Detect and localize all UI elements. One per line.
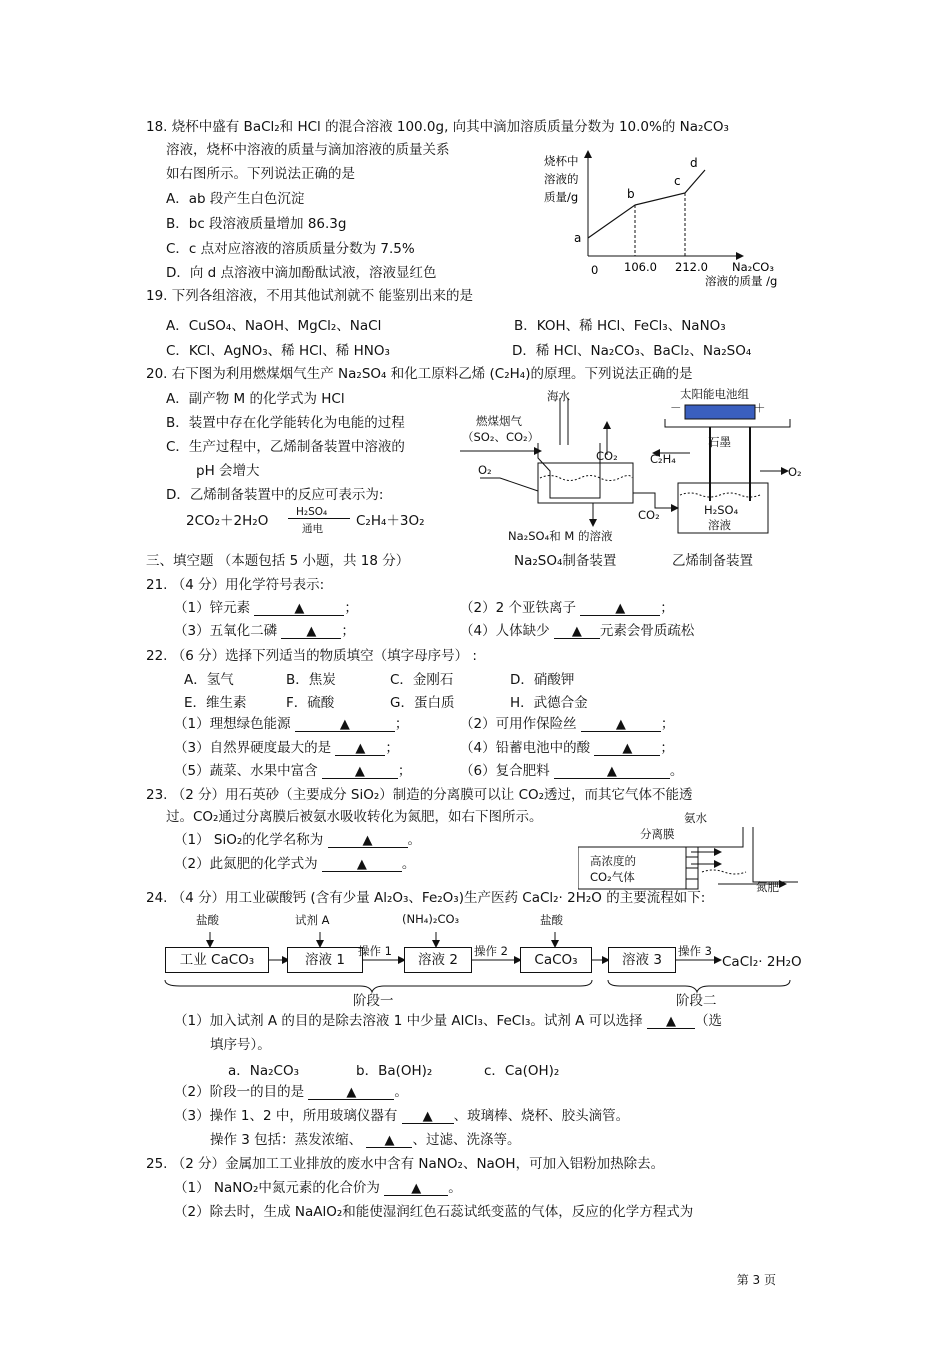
q22-item-1: （1）理想绿色能源 ▲ ； xyxy=(174,716,409,732)
ylabel-1: 烧杯中 xyxy=(544,154,579,168)
xtick-106: 106.0 xyxy=(624,260,657,274)
q20-label-left: Na₂SO₄制备装置 xyxy=(514,553,617,569)
q24-q1-line2: 填序号）。 xyxy=(210,1037,271,1053)
q20-flue-formula: （SO₂、CO₂） xyxy=(462,430,540,444)
q22-item-6: （6）复合肥料 ▲ 。 xyxy=(460,763,684,779)
q20-electrolyte-2: 溶液 xyxy=(708,518,731,532)
q25-stem: 25. （2 分）金属加工工业排放的废水中含有 NaNO₂、NaOH，可加入铝粉加热除去。 xyxy=(146,1156,665,1172)
q18-line2: 溶液，烧杯中溶液的质量与滴加溶液的质量关系 xyxy=(166,142,450,158)
q22-choice-e: E．维生素 xyxy=(184,695,247,711)
q22-choice-d: D．硝酸钾 xyxy=(510,672,575,688)
q23-gas-label-1: 高浓度的 xyxy=(590,854,636,868)
q24-q3-line1: （3）操作 1、2 中，所用玻璃仪器有 ▲ 、玻璃棒、烧杯、胶头滴管。 xyxy=(174,1108,630,1124)
q23-gas-label-2: CO₂气体 xyxy=(590,870,635,884)
q20-flue-gas: 燃煤烟气 xyxy=(476,414,522,428)
absorber-outline xyxy=(538,443,600,498)
q18-graph xyxy=(540,148,800,293)
point-b: b xyxy=(627,187,635,201)
q24-stem: 24. （4 分）用工业碳酸钙 (含有少量 Al₂O₃、Fe₂O₃)生产医药 CaCl₂· 2H₂O 的主要流程如下: xyxy=(146,890,706,906)
answer-blank[interactable]: ▲ xyxy=(308,1083,394,1100)
curve xyxy=(588,170,705,238)
q25-q2: （2）除去时，生成 NaAlO₂和能使湿润红色石蕊试纸变蓝的气体，反应的化学方程式为 xyxy=(174,1204,694,1220)
stage1-brace xyxy=(165,980,592,992)
q24-reagent-2: 试剂 A xyxy=(295,913,330,927)
q24-reagent-4: 盐酸 xyxy=(540,913,563,927)
q23-membrane-label: 分离膜 xyxy=(640,827,675,841)
q20-eq-right: C₂H₄＋3O₂ xyxy=(356,513,425,529)
q20-plus: ＋ xyxy=(754,401,766,415)
q20-c2h4: C₂H₄ xyxy=(650,452,676,466)
q24-q3-line2: 操作 3 包括：蒸发浓缩、 ▲ 、过滤、洗涤等。 xyxy=(210,1132,521,1148)
page-number: 第 3 页 xyxy=(736,1273,776,1287)
answer-blank[interactable]: ▲ xyxy=(322,855,402,872)
section-3-title: 三、填空题 （本题包括 5 小题，共 18 分） xyxy=(146,553,410,569)
q24-option-b: b．Ba(OH)₂ xyxy=(356,1063,433,1079)
answer-blank[interactable]: ▲ xyxy=(594,739,660,756)
q23-line1: 23. （2 分）用石英砂（主要成分 SiO₂）制造的分离膜可以让 CO₂透过，而其它气体不能透 xyxy=(146,787,693,803)
answer-blank[interactable]: ▲ xyxy=(554,622,600,639)
solar-panel xyxy=(685,405,755,419)
q22-choice-c: C．金刚石 xyxy=(390,672,454,688)
answer-blank[interactable]: ▲ xyxy=(580,599,660,616)
q18-option-c: C．c 点对应溶液的溶质质量分数为 7.5% xyxy=(166,241,415,257)
q24-stage1: 阶段一 xyxy=(353,993,394,1009)
q23-item-1: （1） SiO₂的化学名称为 ▲ 。 xyxy=(174,832,422,848)
q24-option-c: c．Ca(OH)₂ xyxy=(484,1063,560,1079)
answer-blank[interactable]: ▲ xyxy=(647,1012,695,1029)
q22-choice-h: H．武德合金 xyxy=(510,695,588,711)
q24-box-industrial-caco3: 工业 CaCO₃ xyxy=(165,947,269,973)
o2-pipe xyxy=(480,478,538,491)
q19-option-b: B．KOH、稀 HCl、FeCl₃、NaNO₃ xyxy=(514,318,726,334)
q18-line1: 18. 烧杯中盛有 BaCl₂和 HCl 的混合溶液 100.0g, 向其中滴加溶质质量分数为 10.0%的 Na₂CO₃ xyxy=(146,119,729,135)
q24-box-solution1: 溶液 1 xyxy=(287,947,363,973)
q24-q2: （2）阶段一的目的是 ▲ 。 xyxy=(174,1084,408,1100)
q24-box-solution2: 溶液 2 xyxy=(404,947,472,973)
q22-choice-a: A．氢气 xyxy=(184,672,234,688)
q18-option-a: A．ab 段产生白色沉淀 xyxy=(166,191,305,207)
xlabel-1: Na₂CO₃ xyxy=(732,260,774,274)
q18-line3: 如右图所示。下列说法正确的是 xyxy=(166,166,355,182)
q20-option-d: D．乙烯制备装置中的反应可表示为: xyxy=(166,487,384,503)
q24-reagent-1: 盐酸 xyxy=(196,913,219,927)
q24-op-2: 操作 2 xyxy=(474,944,508,958)
ylabel-3: 质量/g xyxy=(544,190,579,204)
q19-stem: 19. 下列各组溶液，不用其他试剂就不 能鉴别出来的是 xyxy=(146,288,474,304)
q20-apparatus xyxy=(460,383,820,548)
q24-q1-line1: （1）加入试剂 A 的目的是除去溶液 1 中少量 AlCl₃、FeCl₃。试剂 A 可以选择 ▲ （选 xyxy=(174,1013,722,1029)
answer-blank[interactable]: ▲ xyxy=(581,715,661,732)
q20-o2-out: O₂ xyxy=(788,465,802,479)
q19-option-c: C．KCl、AgNO₃、稀 HCl、稀 HNO₃ xyxy=(166,343,390,359)
q25-q1: （1） NaNO₂中氮元素的化合价为 ▲ 。 xyxy=(174,1180,462,1196)
q20-co2-transfer: CO₂ xyxy=(638,508,660,522)
q19-option-a: A．CuSO₄、NaOH、MgCl₂、NaCl xyxy=(166,318,382,334)
answer-blank[interactable]: ▲ xyxy=(322,762,398,779)
co2-transfer xyxy=(633,493,675,508)
q20-graphite: 石墨 xyxy=(708,435,731,449)
q22-stem: 22. （6 分）选择下列适当的物质填空（填字母序号） : xyxy=(146,648,477,664)
q20-label-right: 乙烯制备装置 xyxy=(672,553,753,569)
q21-item-4: （4）人体缺少 ▲ 元素会骨质疏松 xyxy=(460,623,695,639)
q20-seawater: 海水 xyxy=(547,389,570,403)
q24-reagent-3: (NH₄)₂CO₃ xyxy=(402,912,460,926)
q20-eq-top: H₂SO₄ xyxy=(296,506,328,518)
q24-stage2: 阶段二 xyxy=(676,993,717,1009)
q22-item-5: （5）蔬菜、水果中富含 ▲ ； xyxy=(174,763,412,779)
q23-ammonia-label: 氨水 xyxy=(684,811,707,825)
q20-minus: － xyxy=(670,401,682,415)
ammonia-tank xyxy=(698,827,798,882)
q23-line2: 过。CO₂通过分离膜后被氨水吸收转化为氮肥，如右下图所示。 xyxy=(166,809,543,825)
q24-product: CaCl₂· 2H₂O xyxy=(722,954,802,970)
q20-co2-out: CO₂ xyxy=(596,449,618,463)
q22-choice-b: B．焦炭 xyxy=(286,672,336,688)
q20-stem: 20. 右下图为利用燃煤烟气生产 Na₂SO₄ 和化工原料乙烯 (C₂H₄)的原理。下列说法正确的是 xyxy=(146,366,693,382)
answer-blank[interactable]: ▲ xyxy=(295,715,395,732)
q20-option-c: C．生产过程中，乙烯制备装置中溶液的 xyxy=(166,439,405,455)
tank xyxy=(538,463,633,503)
point-c: c xyxy=(674,174,681,188)
q24-op-3: 操作 3 xyxy=(678,944,712,958)
q24-option-a: a．Na₂CO₃ xyxy=(228,1063,300,1079)
q20-o2-in: O₂ xyxy=(478,463,492,477)
q20-option-b: B．装置中存在化学能转化为电能的过程 xyxy=(166,415,405,431)
answer-blank[interactable]: ▲ xyxy=(554,762,670,779)
q22-choice-g: G．蛋白质 xyxy=(390,695,455,711)
q21-stem: 21. （4 分）用化学符号表示: xyxy=(146,577,325,593)
answer-blank[interactable]: ▲ xyxy=(254,599,344,616)
stage2-brace xyxy=(608,980,790,992)
q20-byproduct: Na₂SO₄和 M 的溶液 xyxy=(508,529,613,543)
q20-option-a: A．副产物 M 的化学式为 HCl xyxy=(166,391,345,407)
q21-item-2: （2）2 个亚铁离子 ▲ ； xyxy=(460,600,674,616)
q20-eq-bar xyxy=(288,518,350,519)
point-d: d xyxy=(690,156,698,170)
answer-blank[interactable]: ▲ xyxy=(384,1179,448,1196)
point-a: a xyxy=(574,231,582,245)
q19-option-d: D．稀 HCl、Na₂CO₃、BaCl₂、Na₂SO₄ xyxy=(512,343,752,359)
answer-blank[interactable]: ▲ xyxy=(281,622,341,639)
q21-item-1: （1）锌元素 ▲ ； xyxy=(174,600,358,616)
q20-option-c2: pH 会增大 xyxy=(196,463,260,479)
q20-electrolyte-1: H₂SO₄ xyxy=(704,503,739,517)
q22-item-3: （3）自然界硬度最大的是 ▲ ； xyxy=(174,740,399,756)
origin: 0 xyxy=(591,263,599,277)
q20-eq-left: 2CO₂＋2H₂O xyxy=(186,513,269,529)
answer-blank[interactable]: ▲ xyxy=(366,1131,412,1148)
q24-op-1: 操作 1 xyxy=(358,944,392,958)
ylabel-2: 溶液的 xyxy=(544,172,579,186)
q18-option-d: D．向 d 点溶液中滴加酚酞试液，溶液显红色 xyxy=(166,265,437,281)
q20-eq-bottom: 通电 xyxy=(302,523,323,535)
xlabel-2: 溶液的质量 /g xyxy=(705,274,778,288)
q22-item-2: （2）可用作保险丝 ▲ ； xyxy=(460,716,675,732)
q24-box-caco3: CaCO₃ xyxy=(520,947,592,973)
q18-option-b: B．bc 段溶液质量增加 86.3g xyxy=(166,216,347,232)
answer-blank[interactable]: ▲ xyxy=(402,1107,454,1124)
q21-item-3: （3）五氧化二磷 ▲ ； xyxy=(174,623,355,639)
q22-choice-f: F．硫酸 xyxy=(286,695,335,711)
answer-blank[interactable]: ▲ xyxy=(328,831,408,848)
q20-solar: 太阳能电池组 xyxy=(680,387,749,401)
xtick-212: 212.0 xyxy=(675,260,708,274)
q23-item-2: （2）此氮肥的化学式为 ▲ 。 xyxy=(174,856,416,872)
q23-fertilizer-label: 氮肥 xyxy=(756,880,779,894)
q24-box-solution3: 溶液 3 xyxy=(608,947,676,973)
q22-item-4: （4）铅蓄电池中的酸 ▲ ； xyxy=(460,740,674,756)
answer-blank[interactable]: ▲ xyxy=(335,739,385,756)
